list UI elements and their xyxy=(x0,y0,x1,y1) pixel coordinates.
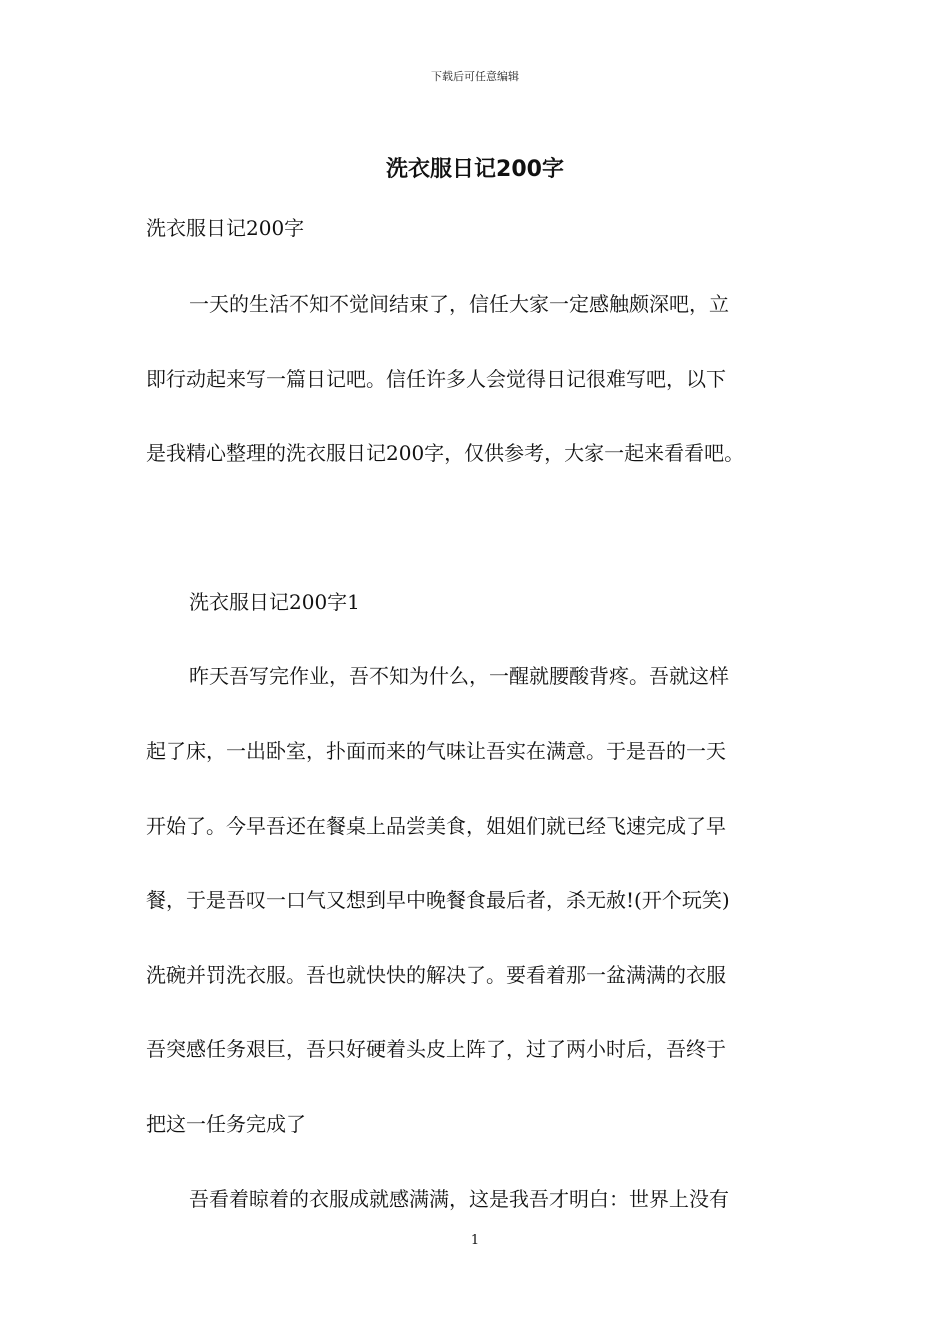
header-note: 下载后可任意编辑 xyxy=(431,70,519,83)
paragraph2-line-1: 吾看着晾着的衣服成就感满满，这是我吾才明白：世界上没有 xyxy=(189,1187,729,1211)
intro-line-3: 是我精心整理的洗衣服日记200字，仅供参考，大家一起来看看吧。 xyxy=(146,441,745,465)
page-number: 1 xyxy=(470,1233,480,1248)
intro-line-1: 一天的生活不知不觉间结束了，信任大家一定感触颇深吧，立 xyxy=(189,292,729,316)
paragraph1-line-6: 吾突感任务艰巨，吾只好硬着头皮上阵了，过了两小时后，吾终于 xyxy=(146,1037,726,1061)
paragraph1-line-2: 起了床，一出卧室，扑面而来的气味让吾实在满意。于是吾的一天 xyxy=(146,739,726,763)
document-subtitle: 洗衣服日记200字 xyxy=(146,216,305,240)
paragraph1-line-4: 餐，于是吾叹一口气又想到早中晚餐食最后者，杀无赦!(开个玩笑) xyxy=(146,888,730,912)
document-title: 洗衣服日记200字 xyxy=(386,157,564,182)
paragraph1-line-3: 开始了。今早吾还在餐桌上品尝美食，姐姐们就已经飞速完成了早 xyxy=(146,814,726,838)
paragraph1-line-5: 洗碗并罚洗衣服。吾也就快快的解决了。要看着那一盆满满的衣服 xyxy=(146,963,726,987)
paragraph1-line-1: 昨天吾写完作业，吾不知为什么，一醒就腰酸背疼。吾就这样 xyxy=(189,664,729,688)
paragraph1-line-7: 把这一任务完成了 xyxy=(146,1112,306,1136)
intro-line-2: 即行动起来写一篇日记吧。信任许多人会觉得日记很难写吧，以下 xyxy=(146,367,726,391)
section-heading: 洗衣服日记200字1 xyxy=(189,590,360,614)
